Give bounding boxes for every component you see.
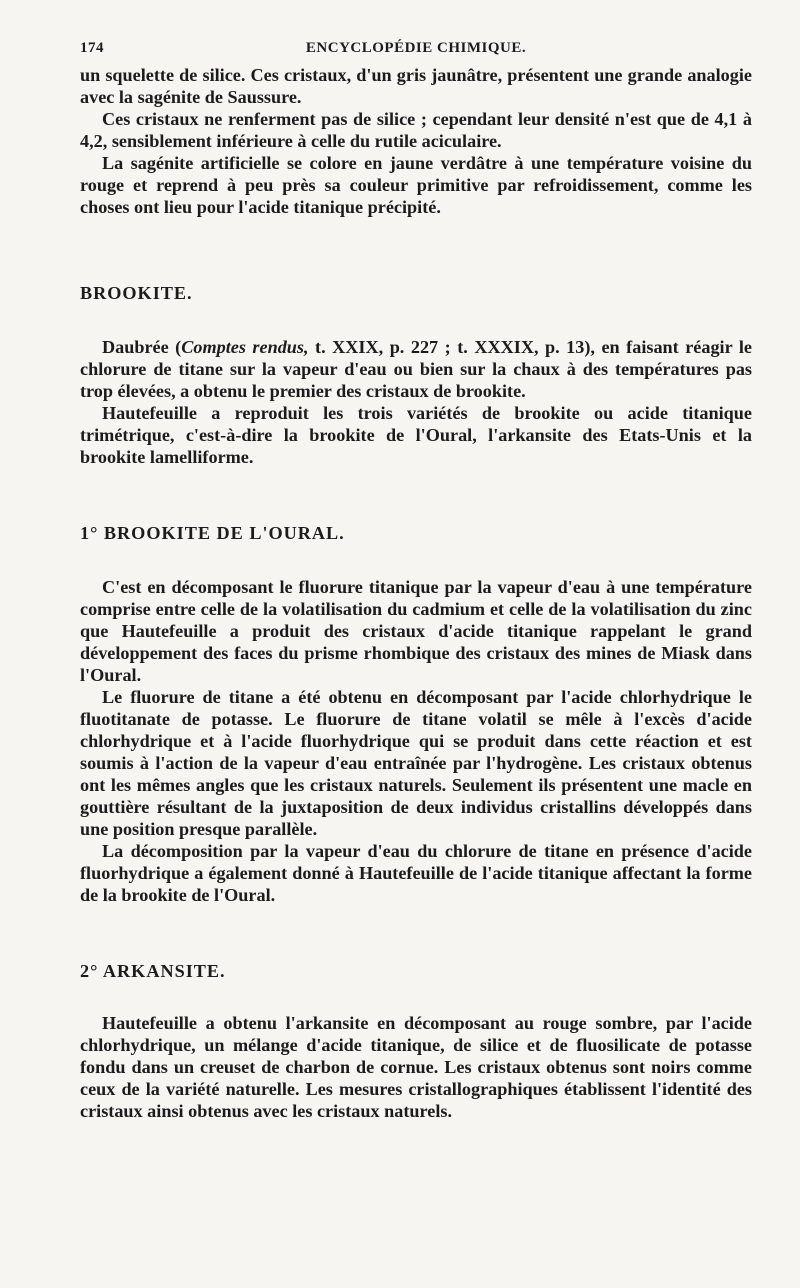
body-text: [80, 64, 752, 1122]
subsection-title: 1° BROOKITE DE L'OURAL.: [80, 523, 345, 543]
paragraph: La sagénite artificielle se colore en jaune verdâtre à une température voisine du rouge et reprend à peu près sa couleur primitive par refroidissement, comme les choses ont lieu pour l'acide titanique précipité.: [80, 153, 752, 217]
running-header: [80, 40, 752, 62]
running-title: ENCYCLOPÉDIE CHIMIQUE.: [305, 40, 527, 56]
paragraph: un squelette de silice. Ces cristaux, d'un gris jaunâtre, présentent une grande analogie avec la sagénite de Saussure.: [80, 65, 752, 107]
page-number: 174: [80, 40, 104, 56]
paragraph: Ces cristaux ne renferment pas de silice ; cependant leur densité n'est que de 4,1 à 4,2, sensiblement inférieure à celle du rutile aciculaire.: [80, 109, 752, 151]
paragraph: Daubrée (Comptes rendus, t. XXIX, p. 227 ; t. XXXIX, p. 13), en faisant réagir le chlorure de titane sur la vapeur d'eau ou bien sur la chaux à des températures pas trop élevées, a obtenu le premier des cristaux de brookite.: [80, 337, 752, 401]
citation-title: Comptes rendus,: [181, 337, 309, 357]
section-title: BROOKITE.: [80, 283, 193, 303]
paragraph: Hautefeuille a reproduit les trois variétés de brookite ou acide titanique trimétrique, c'est-à-dire la brookite de l'Oural, l'arkansite des Etats-Unis et la brookite lamelliforme.: [80, 403, 752, 467]
subsection-title: 2° ARKANSITE.: [80, 961, 226, 981]
paragraph: Le fluorure de titane a été obtenu en décomposant par l'acide chlorhydrique le fluotitanate de potasse. Le fluorure de titane volatil se mêle à l'excès d'acide chlorhydrique et à l'acide fluorhydrique qui se produit dans cette réaction et est soumis à l'action de la vapeur d'eau entraînée par l'hydrogène. Les cristaux obtenus ont les mêmes angles que les cristaux naturels. Seulement ils présentent une macle en gouttière résultant de la juxtaposition de deux individus cristallins développés dans une position presque parallèle.: [80, 687, 752, 839]
paragraph: Hautefeuille a obtenu l'arkansite en décomposant au rouge sombre, par l'acide chlorhydrique, un mélange d'acide titanique, de silice et de fluosilicate de potasse fondu dans un creuset de charbon de cornue. Les cristaux obtenus sont noirs comme ceux de la variété naturelle. Les mesures cristallographiques établissent l'identité des cristaux ainsi obtenus avec les cristaux naturels.: [80, 1013, 752, 1121]
page: [80, 40, 752, 1122]
paragraph: La décomposition par la vapeur d'eau du chlorure de titane en présence d'acide fluorhydrique a également donné à Hautefeuille de l'acide titanique affectant la forme de la brookite de l'Oural.: [80, 841, 752, 905]
paragraph: C'est en décomposant le fluorure titanique par la vapeur d'eau à une température comprise entre celle de la volatilisation du cadmium et celle de la volatilisation du zinc que Hautefeuille a produit des cristaux d'acide titanique rappelant le grand développement des faces du prisme rhombique des cristaux des mines de Miask dans l'Oural.: [80, 577, 752, 685]
